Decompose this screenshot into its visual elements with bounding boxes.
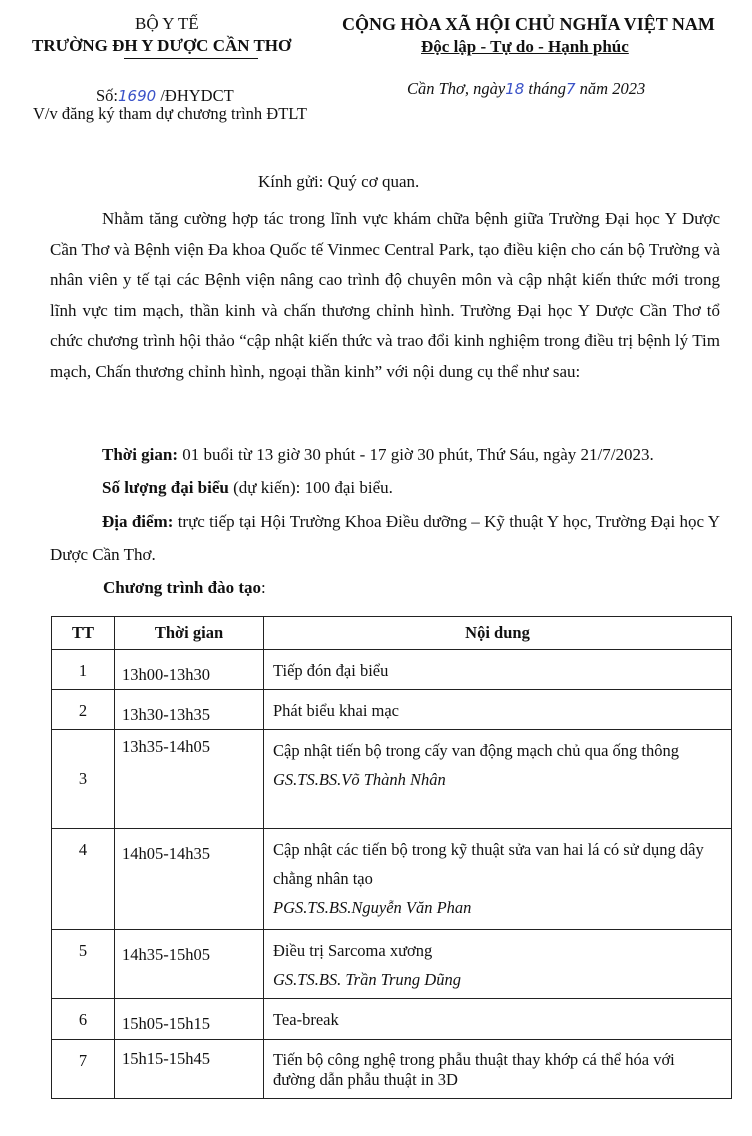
row-content: [264, 829, 732, 930]
time-detail: [50, 440, 720, 471]
row-speaker: GS.TS.BS. Trần Trung Dũng: [273, 970, 461, 989]
row-number-text: 1: [78, 661, 88, 680]
table-row: [52, 999, 732, 1040]
row-content-text: Tiến bộ công nghệ trong phẫu thuật thay khớp cá thể hóa với đường dẫn phẫu thuật in 3D: [273, 1050, 675, 1089]
row-time-text: 14h35-15h05: [122, 945, 210, 964]
row-number: [52, 690, 115, 730]
date-year: năm 2023: [579, 79, 646, 98]
table-row: [52, 690, 732, 730]
row-content: [264, 650, 732, 690]
row-time: [115, 730, 264, 829]
table-row: [52, 730, 732, 829]
row-time: [115, 829, 264, 930]
row-content: [264, 730, 732, 829]
university-name: [32, 36, 291, 56]
table-row: [52, 650, 732, 690]
table-row: [52, 930, 732, 999]
row-content: [264, 1040, 732, 1099]
venue-detail: [50, 505, 720, 571]
issue-date: [407, 79, 645, 99]
row-time-text: 13h00-13h30: [122, 665, 210, 684]
row-content-text: Tiếp đón đại biểu: [273, 661, 389, 680]
row-number: [52, 829, 115, 930]
row-content: [264, 930, 732, 999]
university-name-text: TRƯỜNG ĐH Y DƯỢC CẦN THƠ: [32, 36, 292, 55]
row-number-text: 3: [78, 769, 88, 788]
national-motto-text: Độc lập - Tự do - Hạnh phúc: [421, 37, 629, 56]
table-row: [52, 1040, 732, 1099]
row-number: [52, 730, 115, 829]
row-number-text: 4: [78, 840, 88, 859]
row-content: [264, 999, 732, 1040]
program-label: Chương trình đào tạo: [103, 578, 262, 597]
row-time-text: 14h05-14h35: [122, 844, 210, 863]
university-underline: [124, 58, 258, 59]
row-time-text: 15h05-15h15: [122, 1014, 210, 1033]
row-number: [52, 650, 115, 690]
row-speaker: GS.TS.BS.Võ Thành Nhân: [273, 770, 446, 789]
row-content-text: Cập nhật tiến bộ trong cấy van động mạch chủ qua ống thông: [273, 741, 679, 760]
ministry-name: BỘ Y TẾ: [135, 14, 199, 33]
row-number-text: 7: [78, 1051, 88, 1070]
handwritten-day: 18: [505, 80, 525, 98]
document-number: [96, 86, 234, 106]
row-number-text: 5: [78, 941, 88, 960]
count-label: Số lượng đại biểu: [102, 478, 229, 497]
country-name: CỘNG HÒA XÃ HỘI CHỦ NGHĨA VIỆT NAM: [342, 14, 715, 34]
row-content: [264, 690, 732, 730]
intro-paragraph: Nhằm tăng cường hợp tác trong lĩnh vực khám chữa bệnh giữa Trường Đại học Y Dược Cần Thơ và Bệnh viện Đa khoa Quốc tế Vinmec Central Park, tạo điều kiện cho cán bộ Trường và nhân viên y tế tại các Bệnh viện nâng cao trình độ chuyên môn và cập nhật kiến thức mới trong lĩnh vực tim mạch, thần kinh và chấn thương chỉnh hình. Trường Đại học Y Dược Cần Thơ tổ chức chương trình hội thảo “cập nhật kiến thức và trao đổi kinh nghiệm trong điều trị bệnh lý Tim mạch, Chấn thương chỉnh hình, ngoại thần kinh” với nội dung cụ thể như sau:: [50, 209, 720, 381]
count-value: (dự kiến): 100 đại biểu.: [228, 478, 393, 497]
venue-value: trực tiếp tại Hội Trường Khoa Điều dưỡng – Kỹ thuật Y học, Trường Đại học Y Dược Cần Thơ.: [50, 512, 721, 564]
row-number: [52, 1040, 115, 1099]
row-content-text: Phát biểu khai mạc: [273, 701, 400, 720]
participant-count: [50, 473, 720, 504]
row-number: [52, 930, 115, 999]
column-header-time: Thời gian: [115, 617, 264, 650]
row-time-text: 15h15-15h45: [122, 1049, 210, 1068]
venue-label: Địa điểm:: [102, 512, 174, 531]
row-time: [115, 690, 264, 730]
number-suffix: /ĐHYDCT: [160, 86, 234, 105]
time-label: Thời gian:: [102, 445, 179, 464]
row-number: [52, 999, 115, 1040]
national-motto: [421, 37, 629, 57]
column-header-content: Nội dung: [264, 617, 732, 650]
program-heading: [103, 578, 266, 598]
program-colon: :: [261, 578, 266, 597]
handwritten-month: 7: [566, 80, 576, 98]
date-month-label: tháng: [528, 79, 566, 98]
greeting: Kính gửi: Quý cơ quan.: [258, 172, 420, 191]
number-prefix: Số:: [96, 86, 119, 105]
row-time-text: 13h30-13h35: [122, 705, 210, 724]
row-number-text: 6: [78, 1010, 88, 1029]
row-time: [115, 650, 264, 690]
row-content-text: Tea-break: [273, 1010, 339, 1029]
row-content-text: Cập nhật các tiến bộ trong kỹ thuật sửa van hai lá có sử dụng dây chằng nhân tạo: [273, 840, 704, 888]
document-subject: V/v đăng ký tham dự chương trình ĐTLT: [33, 104, 307, 123]
program-table: [51, 616, 732, 1099]
row-time: [115, 999, 264, 1040]
date-prefix: Cần Thơ, ngày: [407, 79, 506, 98]
column-header-tt: TT: [52, 617, 115, 650]
table-row: [52, 829, 732, 930]
row-speaker: PGS.TS.BS.Nguyễn Văn Phan: [273, 898, 472, 917]
handwritten-number: 1690: [118, 87, 157, 105]
row-time: [115, 1040, 264, 1099]
row-time-text: 13h35-14h05: [122, 737, 210, 756]
table-header-row: [52, 617, 732, 650]
row-number-text: 2: [78, 701, 88, 720]
row-time: [115, 930, 264, 999]
time-value: 01 buổi từ 13 giờ 30 phút - 17 giờ 30 phút, Thứ Sáu, ngày 21/7/2023.: [178, 445, 654, 464]
row-content-text: Điều trị Sarcoma xương: [273, 941, 433, 960]
